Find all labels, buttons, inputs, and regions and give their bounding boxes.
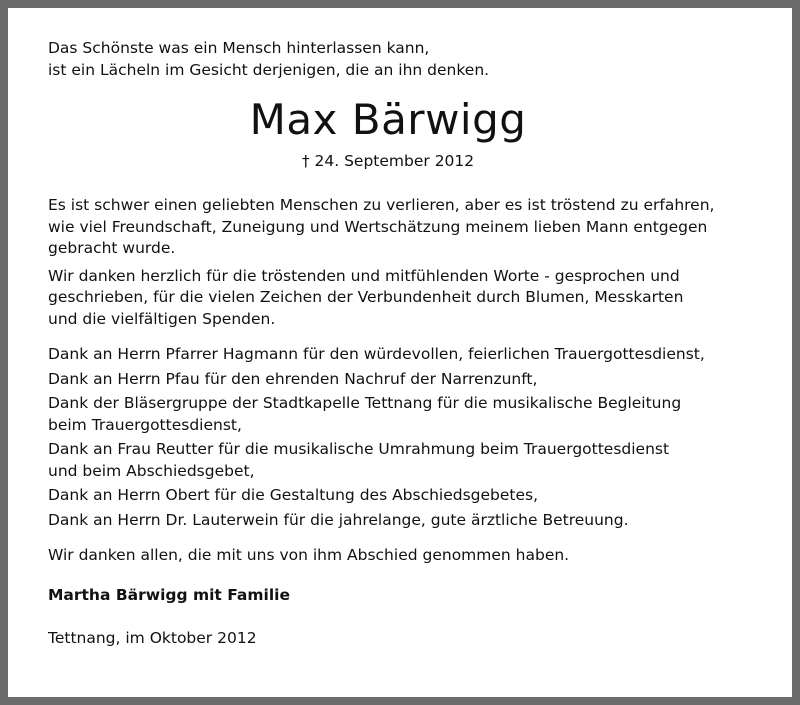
motto <box>48 38 768 81</box>
thanks-list <box>48 344 768 531</box>
closing-line: Wir danken allen, die mit uns von ihm Abschied genommen haben. <box>48 546 570 564</box>
paragraph-intro <box>48 195 768 260</box>
place-date: Tettnang, im Oktober 2012 <box>48 629 257 647</box>
thanks-line: Dank an Frau Reutter für die musikalische Umrahmung beim Trauergottesdienst <box>48 440 670 458</box>
paragraph-line: und die vielfältigen Spenden. <box>48 309 276 328</box>
paragraph-line: Es ist schwer einen geliebten Menschen zu verlieren, aber es ist tröstend zu erfahren, <box>48 196 715 214</box>
thanks-line: Dank an Herrn Obert für die Gestaltung des Abschiedsgebetes, <box>48 486 539 504</box>
paragraph-thanks-general <box>48 266 768 331</box>
death-date: † 24. September 2012 <box>301 152 475 170</box>
thanks-item <box>48 344 768 366</box>
paragraph-line: wie viel Freundschaft, Zuneigung und Wertschätzung meinem lieben Mann entgegen <box>48 217 708 236</box>
motto-line: Das Schönste was ein Mensch hinterlassen kann, <box>48 39 430 57</box>
deceased-name: Max Bärwigg <box>249 95 527 144</box>
notice-content <box>48 38 768 650</box>
thanks-line: Dank an Herrn Pfau für den ehrenden Nachruf der Narrenzunft, <box>48 369 538 388</box>
thanks-line: beim Trauergottesdienst, <box>48 415 242 434</box>
paragraph-line: Wir danken herzlich für die tröstenden und mitfühlenden Worte - gesprochen und <box>48 266 680 285</box>
thanks-line: Dank an Herrn Dr. Lauterwein für die jahrelange, gute ärztliche Betreuung. <box>48 510 629 529</box>
signature: Martha Bärwigg mit Familie <box>48 585 290 604</box>
motto-line: ist ein Lächeln im Gesicht derjenigen, die an ihn denken. <box>48 60 490 79</box>
thanks-item <box>48 393 768 436</box>
thanks-item <box>48 510 768 532</box>
thanks-line: Dank der Bläsergruppe der Stadtkapelle Tettnang für die musikalische Begleitung <box>48 394 682 412</box>
thanks-item <box>48 485 768 507</box>
thanks-line: Dank an Herrn Pfarrer Hagmann für den würdevollen, feierlichen Trauergottesdienst, <box>48 345 705 363</box>
thanks-item <box>48 439 768 482</box>
paragraph-line: gebracht wurde. <box>48 239 176 257</box>
thanks-item <box>48 369 768 391</box>
paragraph-line: geschrieben, für die vielen Zeichen der Verbundenheit durch Blumen, Messkarten <box>48 288 684 306</box>
thanks-line: und beim Abschiedsgebet, <box>48 461 255 480</box>
